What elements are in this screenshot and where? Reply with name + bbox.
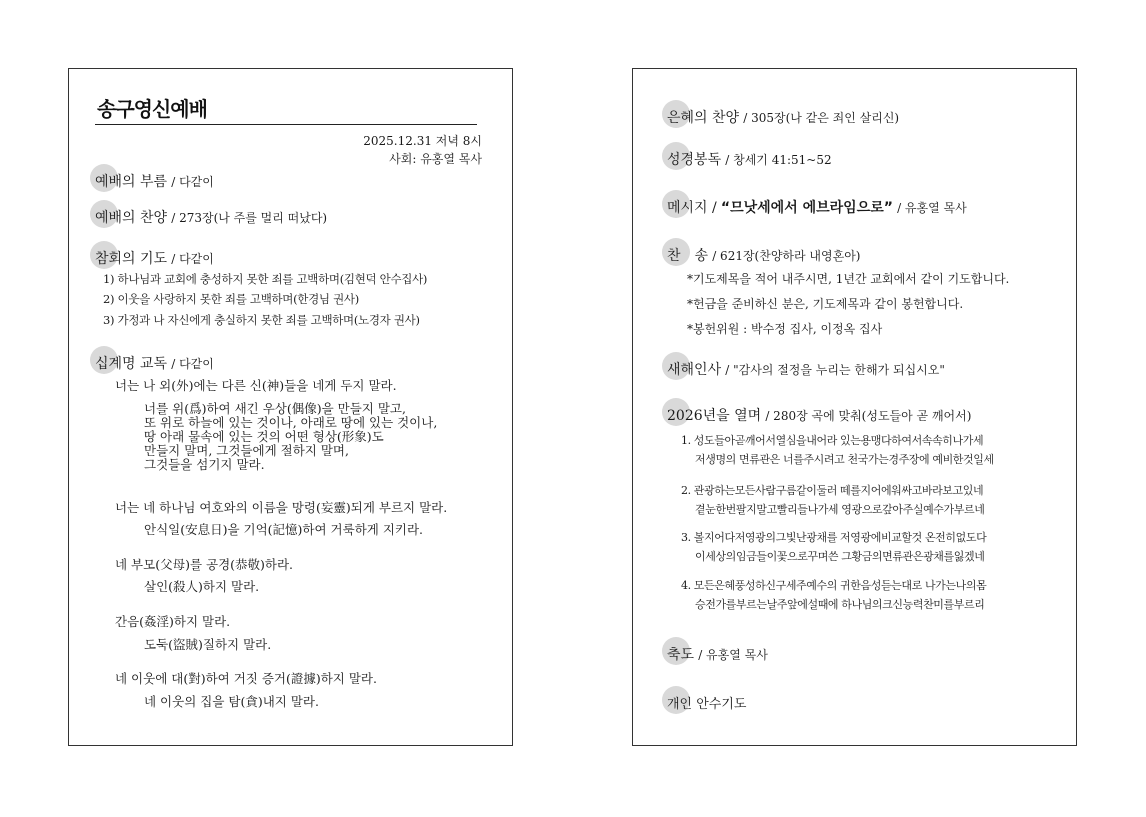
commandment-response: 너를 위(爲)하여 새긴 우상(偶像)을 만들지 말고, 또 위로 하늘에 있는 것이나, 아래로 땅에 있는 것이나, 땅 아래 물속에 있는 것의 어떤 형상(形象)도 만들지 말며, 그것들에게 절하지 말며, 그것들을 섬기지 말라. [144,401,438,472]
hymn-verse: 4. 모든은혜풍성하신구세주예수의 귀한음성듣는대로 나가는나의몸 승전가를부르는날주앞에설때에 하나님의크신능력찬미를부르리 [681,579,987,611]
offering-note: *헌금을 준비하신 분은, 기도제목과 같이 봉헌합니다. [687,297,964,311]
commandment-response: 살인(殺人)하지 말라. [144,579,260,594]
opening-2026: 2026년을 열며 / 280장 곡에 맞춰(성도들아 곧 깨어서) [667,405,971,425]
service-presider: 사회: 유홍열 목사 [389,152,482,166]
scripture-reading: 성경봉독 / 창세기 41:51~52 [667,149,832,169]
sermon-title: “므낫세에서 에브라임으로” [720,200,893,216]
service-date-time: 2025.12.31 저녁 8시 [363,134,482,148]
hymn-verse: 1. 성도들아곧깨어서열심을내어라 있는용맹다하여서속속히나가세 저생명의 면류관은 너를주시려고 천국가는경주장에 예비한것일세 [681,434,994,466]
commandment-response: 안식일(安息日)을 기억(記憶)하여 거룩하게 지키라. [144,522,424,537]
title-underline [95,124,477,125]
right-page [632,68,1077,746]
offering-note: *봉헌위원 : 박수정 집사, 이정옥 집사 [687,322,883,336]
confession-item: 2) 이웃을 사랑하지 못한 죄를 고백하며(한경님 권사) [103,292,359,306]
confession-item: 3) 가정과 나 자신에게 충실하지 못한 죄를 고백하며(노경자 권사) [103,313,420,327]
commandment-response: 도둑(盜賊)질하지 말라. [144,637,272,652]
prayer-of-confession: 참회의 기도 / 다같이 [95,248,214,268]
commandment-response: 네 이웃의 집을 탐(貪)내지 말라. [144,694,319,709]
commandment-leader-line: 네 이웃에 대(對)하여 거짓 증거(證據)하지 말라. [115,671,377,686]
commandment-leader-line: 네 부모(父母)를 공경(恭敬)하라. [115,557,294,572]
offering-hymn: 찬 송 / 621장(찬양하라 내영혼아) [667,245,860,265]
left-page [68,68,513,746]
hymn-verse: 3. 볼지어다저영광의그빛난광채를 저영광에비교할것 온전히없도다 이세상의임금들이꽃으로꾸며쓴 그황금의면류관은광채를잃겠네 [681,531,987,563]
personal-prayer: 개인 안수기도 [667,693,746,712]
new-year-greeting: 새해인사 / "감사의 절정을 누리는 한해가 되십시오" [667,359,945,379]
worship-hymn: 예배의 찬양 / 273장(나 주를 멀리 떠났다) [95,207,327,227]
commandment-leader-line: 간음(姦淫)하지 말라. [115,614,231,629]
bulletin-title: 송구영신예배 [97,97,207,121]
call-to-worship: 예배의 부름 / 다같이 [95,171,214,191]
commandments-reading: 십계명 교독 / 다같이 [95,353,214,373]
hymn-verse: 2. 관광하는모든사람구름같이둘러 떼를지어에워싸고바라보고있네 곁눈한번팔지말고빨리들나가세 영광으로갚아주실예수가부르네 [681,484,985,516]
offering-note: *기도제목을 적어 내주시면, 1년간 교회에서 같이 기도합니다. [687,272,1010,286]
grace-hymn: 은혜의 찬양 / 305장(나 같은 죄인 살리신) [667,107,899,127]
confession-item: 1) 하나님과 교회에 충성하지 못한 죄를 고백하며(김현덕 안수집사) [103,272,428,286]
commandment-leader-line: 너는 네 하나님 여호와의 이름을 망령(妄靈)되게 부르지 말라. [115,500,448,515]
commandment-leader-line: 너는 나 외(外)에는 다른 신(神)들을 네게 두지 말라. [115,378,397,393]
sermon: 메시지 / “므낫세에서 에브라임으로” / 유홍열 목사 [667,197,967,217]
benediction: 축도 / 유홍열 목사 [667,644,768,664]
